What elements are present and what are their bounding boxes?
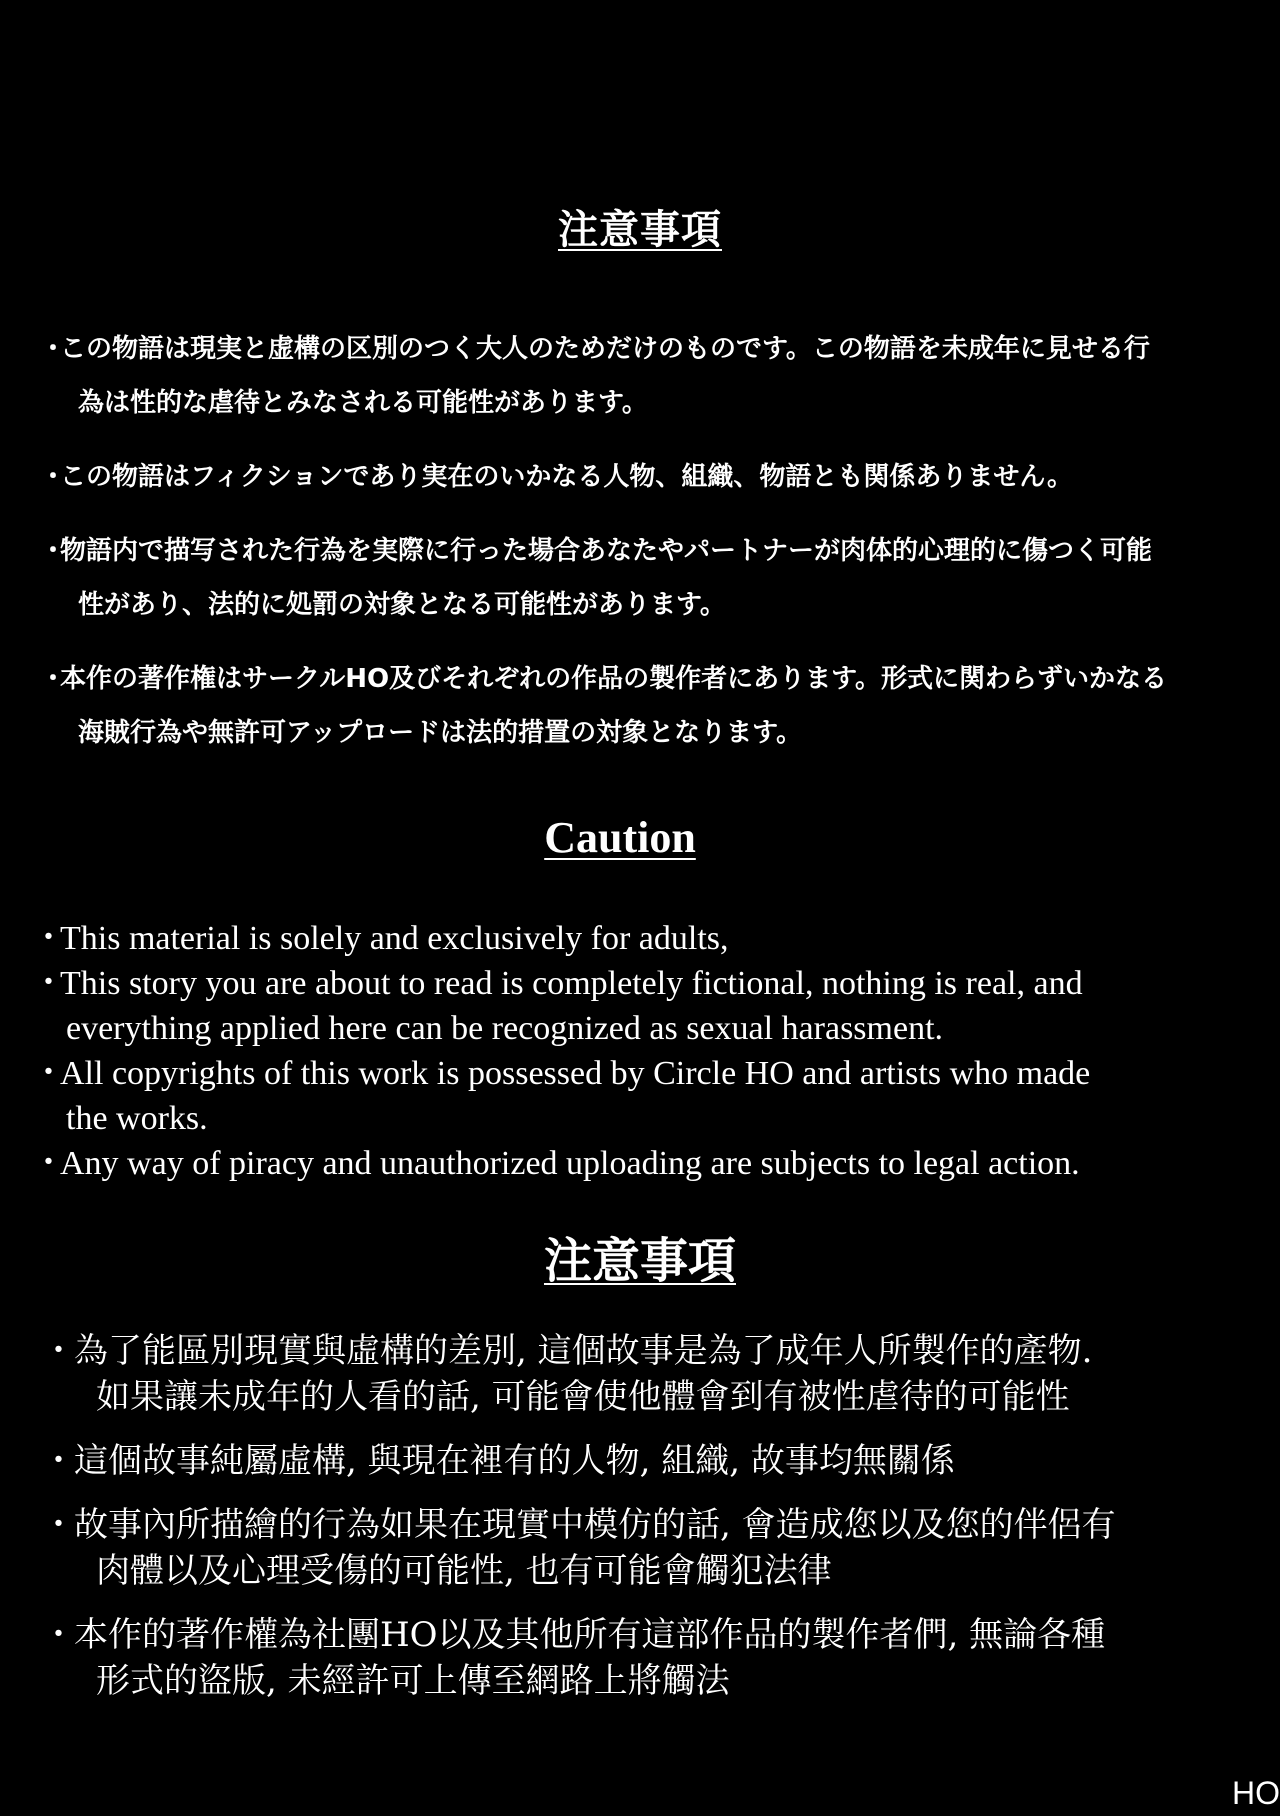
chinese-notice-list xyxy=(50,1328,1265,1722)
notice-line: 本作的著作權為社團HO以及其他所有這部作品的製作者們, 無論各種 xyxy=(74,1615,1106,1655)
notice-line-continued: 海賊行為や無許可アップロードは法的措置の対象となります。 xyxy=(78,718,803,748)
notice-line-continued: 為は性的な虐待とみなされる可能性があります。 xyxy=(78,388,648,418)
notice-text xyxy=(70,1328,1265,1420)
list-item xyxy=(40,524,1250,632)
caution-text xyxy=(56,1051,1260,1141)
notice-line-continued: 形式的盜版, 未經許可上傳至網路上將觸法 xyxy=(96,1661,730,1701)
bullet-icon: ・ xyxy=(40,664,67,694)
chinese-notice-title-text: 注意事項 xyxy=(543,1233,736,1289)
notice-line: この物語は現実と虚構の区別のつく大人のためだけのものです。この物語を未成年に見せる行 xyxy=(60,334,1150,364)
list-item xyxy=(50,1328,1265,1420)
notice-text xyxy=(54,652,1250,760)
bullet-icon: ･ xyxy=(40,920,57,957)
english-caution-list xyxy=(40,916,1260,1186)
english-caution-title-text: Caution xyxy=(544,813,696,862)
caution-line: All copyrights of this work is possessed by Circle HO and artists who made xyxy=(60,1055,1091,1092)
english-caution-title xyxy=(0,812,1260,863)
caution-line-continued: the works. xyxy=(66,1100,208,1137)
caution-text xyxy=(56,916,1260,961)
bullet-icon: ･ xyxy=(40,965,57,1002)
bullet-icon: ・ xyxy=(40,462,67,492)
notice-line: 這個故事純屬虛構, 與現在裡有的人物, 組織, 故事均無關係 xyxy=(74,1441,955,1481)
notice-text xyxy=(70,1502,1265,1594)
caution-line: Any way of piracy and unauthorized uploading are subjects to legal action. xyxy=(60,1145,1080,1182)
bullet-icon: ・ xyxy=(40,536,67,566)
notice-line-continued: 性があり、法的に処罰の対象となる可能性があります。 xyxy=(78,590,726,620)
circle-ho-mark: HO xyxy=(1232,1775,1280,1811)
bullet-icon: ･ xyxy=(50,1331,67,1371)
caution-line: This story you are about to read is completely fictional, nothing is real, and xyxy=(60,965,1083,1002)
list-item xyxy=(40,1141,1260,1186)
notice-line: 物語内で描写された行為を実際に行った場合あなたやパートナーが肉体的心理的に傷つく可能 xyxy=(60,536,1153,566)
notice-text xyxy=(54,524,1250,632)
bullet-icon: ･ xyxy=(50,1441,67,1481)
list-item xyxy=(40,652,1250,760)
notice-text xyxy=(70,1612,1265,1704)
list-item xyxy=(40,322,1250,430)
list-item xyxy=(40,916,1260,961)
japanese-notice-list xyxy=(40,322,1250,780)
notice-line: この物語はフィクションであり実在のいかなる人物、組織、物語とも関係ありません。 xyxy=(60,462,1073,492)
list-item xyxy=(50,1502,1265,1594)
caution-line: This material is solely and exclusively for adults, xyxy=(60,920,729,957)
notice-line-continued: 如果讓未成年的人看的話, 可能會使他體會到有被性虐待的可能性 xyxy=(96,1377,1070,1417)
list-item xyxy=(40,961,1260,1051)
list-item xyxy=(40,450,1250,504)
bullet-icon: ･ xyxy=(40,1055,57,1092)
notice-line-continued: 肉體以及心理受傷的可能性, 也有可能會觸犯法律 xyxy=(96,1551,832,1591)
chinese-notice-title xyxy=(0,1222,1280,1291)
notice-text xyxy=(54,450,1250,504)
caution-line-continued: everything applied here can be recognized as sexual harassment. xyxy=(66,1010,944,1047)
bullet-icon: ･ xyxy=(40,1145,57,1182)
japanese-notice-title xyxy=(0,198,1280,255)
notice-line: 為了能區別現實與虛構的差別, 這個故事是為了成年人所製作的產物. xyxy=(74,1331,1093,1371)
list-item xyxy=(40,1051,1260,1141)
notice-line: 本作の著作権はサークルHO及びそれぞれの作品の製作者にあります。形式に関わらずいかなる xyxy=(60,664,1168,694)
list-item xyxy=(50,1612,1265,1704)
notice-line: 故事內所描繪的行為如果在現實中模仿的話, 會造成您以及您的伴侶有 xyxy=(74,1505,1116,1545)
notice-text xyxy=(54,322,1250,430)
bullet-icon: ･ xyxy=(50,1505,67,1545)
caution-text xyxy=(56,961,1260,1051)
list-item xyxy=(50,1438,1265,1484)
bullet-icon: ・ xyxy=(40,334,67,364)
caution-text xyxy=(56,1141,1260,1186)
japanese-notice-title-text: 注意事項 xyxy=(558,207,722,253)
notice-text xyxy=(70,1438,1265,1484)
bullet-icon: ･ xyxy=(50,1615,67,1655)
